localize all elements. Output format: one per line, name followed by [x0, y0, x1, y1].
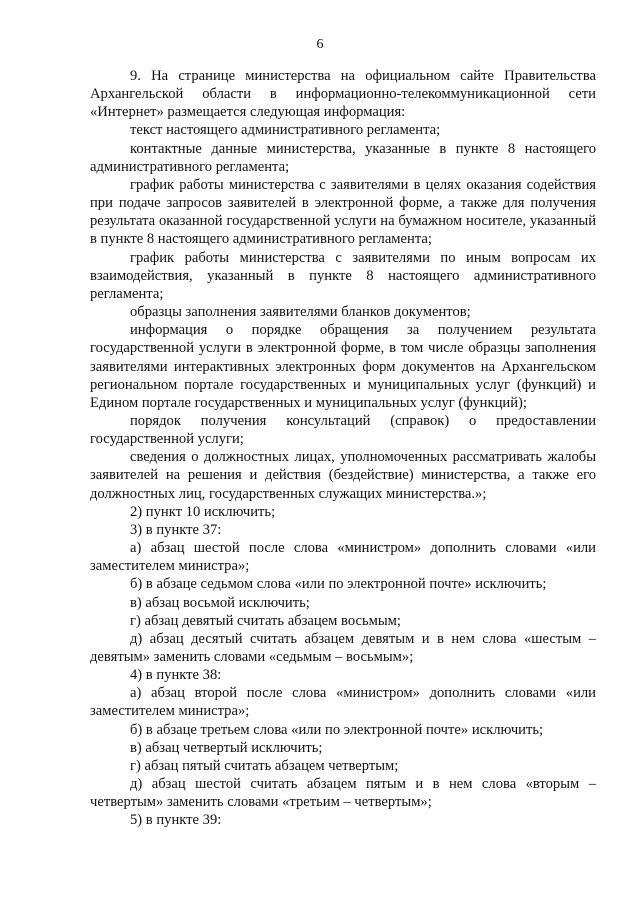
page-number: 6 [316, 37, 324, 52]
paragraph-consultations: порядок получения консультаций (справок) о предоставлении государственной услуги; [90, 412, 596, 448]
paragraph-item-3a: а) абзац шестой после слова «министром» дополнить словами «или заместителем министра»; [90, 540, 596, 575]
paragraph-schedule-electronic: график работы министерства с заявителями в целях оказания содействия при подаче запросов заявителей в электронной форме, а также для получения результата оказанной государственной услуги на бумажном носителе, указанный в пункте 8 настоящего административного регламента; [90, 176, 596, 248]
paragraph-item-9: 9. На странице министерства на официальном сайте Правительства Архангельской области в информационно-телекоммуникационной сети «Интернет» размещается следующая информация: [90, 68, 596, 121]
document-body [90, 67, 596, 830]
paragraph-item-4b: б) в абзаце третьем слова «или по электронной почте» исключить; [130, 721, 544, 738]
paragraph-contact-data: контактные данные министерства, указанные в пункте 8 настоящего административного регламента; [90, 140, 596, 175]
paragraph-item-2: 2) пункт 10 исключить; [130, 503, 276, 520]
paragraph-item-4g: г) абзац пятый считать абзацем четвертым; [130, 757, 399, 774]
paragraph-electronic-procedure: информация о порядке обращения за получением результата государственной услуги в электронной форме, в том числе образцы заполнения заявителями интерактивных электронных форм документов на Архангельском региональном портале государственных и муниципальных услуг (функций) и Едином портале государственных и муниципальных услуг (функций); [90, 322, 596, 411]
paragraph-regulation-text: текст настоящего административного регламента; [130, 122, 441, 139]
paragraph-item-3: 3) в пункте 37: [130, 521, 222, 538]
paragraph-item-3b: б) в абзаце седьмом слова «или по электронной почте» исключить; [130, 576, 547, 593]
paragraph-item-4v: в) абзац четвертый исключить; [130, 739, 323, 756]
paragraph-form-samples: образцы заполнения заявителями бланков документов; [130, 304, 471, 321]
paragraph-item-3d: д) абзац десятый считать абзацем девятым и в нем слова «шестым – девятым» заменить словами «седьмым – восьмым»; [90, 630, 596, 665]
paragraph-item-4a: а) абзац второй после слова «министром» дополнить словами «или заместителем министра»; [90, 685, 596, 720]
paragraph-item-4: 4) в пункте 38: [130, 667, 222, 684]
paragraph-item-4d: д) абзац шестой считать абзацем пятым и в нем слова «вторым – четвертым» заменить словами «третьим – четвертым»; [90, 776, 596, 811]
paragraph-item-3v: в) абзац восьмой исключить; [130, 594, 310, 611]
paragraph-schedule-other: график работы министерства с заявителями по иным вопросам их взаимодействия, указанный в пункте 8 настоящего административного регламента; [90, 249, 596, 302]
paragraph-item-3g: г) абзац девятый считать абзацем восьмым; [130, 612, 401, 629]
paragraph-officials: сведения о должностных лицах, уполномоченных рассматривать жалобы заявителей на решения и действия (бездействие) министерства, а также его должностных лиц, государственных служащих министерства.»; [90, 449, 596, 502]
paragraph-item-5: 5) в пункте 39: [130, 812, 222, 829]
